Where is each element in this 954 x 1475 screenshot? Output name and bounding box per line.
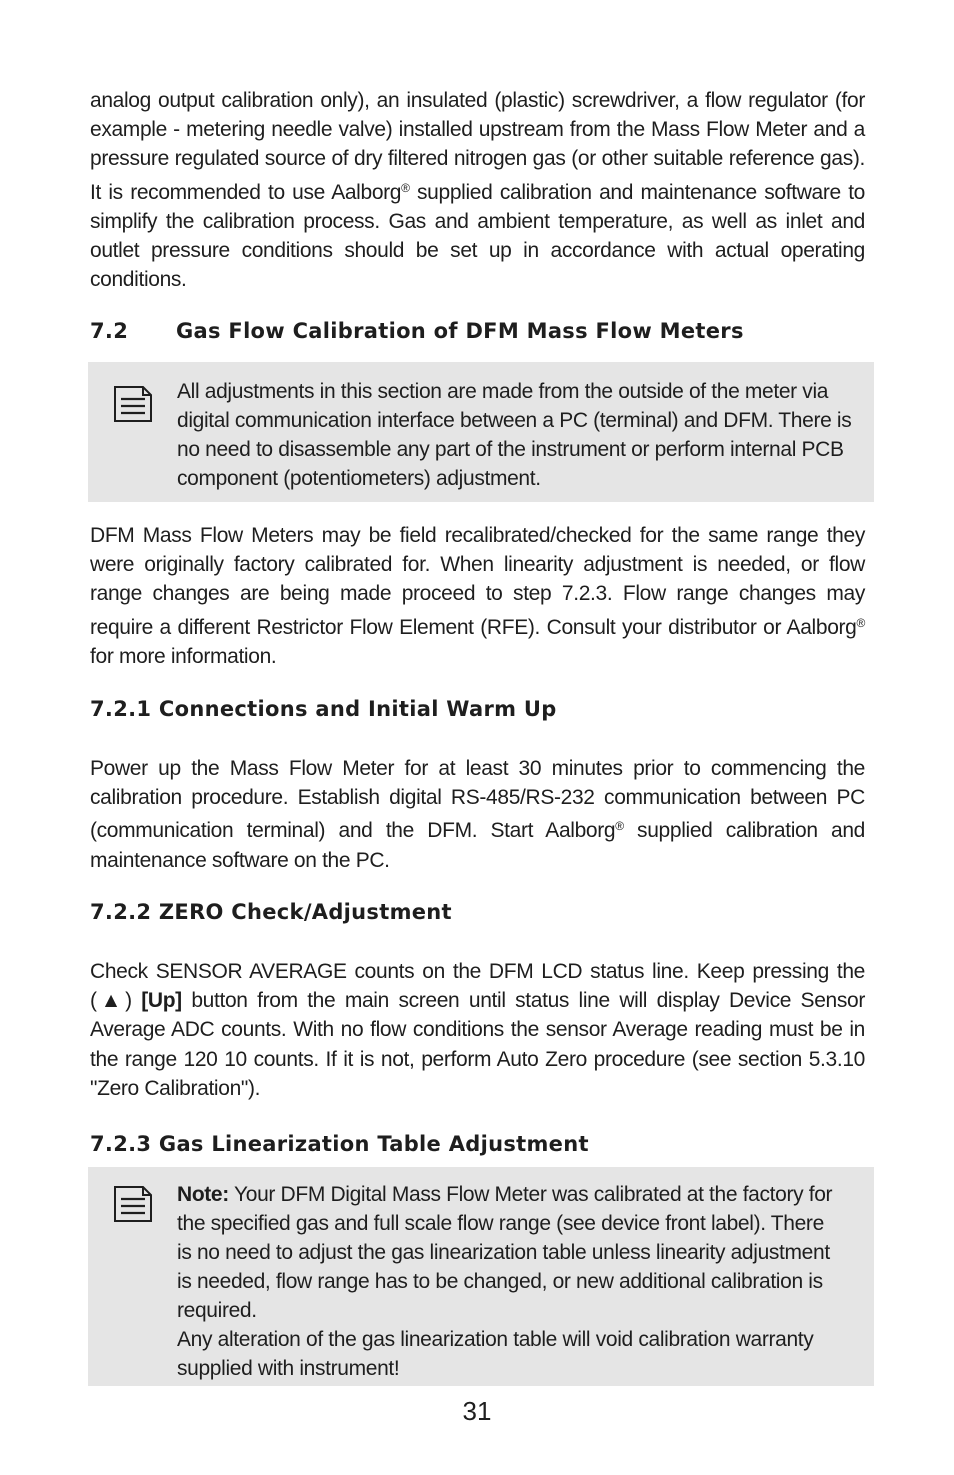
body-text-3: button from the main screen until status line will display Device Sensor Average ADC counts. With no flow conditions the sensor Average reading must be in the range 120 10 counts. If it is not, perform Auto Zero procedure (see section 5.3.10 "Zero Calibration"). — [90, 989, 865, 1100]
body-text-1: Power up the Mass Flow Meter for at least 30 minutes prior to commencing the calibration procedure. Establish digital RS-485/RS-232 communication between PC (communication terminal) and the DFM. Start Aalborg — [90, 757, 865, 843]
note-text-1: Your DFM Digital Mass Flow Meter was calibrated at the factory for the specified gas and full scale flow range (see device front label). There is no need to adjust the gas linearization table unless linearity adjustment is needed, flow range has to be changed, or new additional calibration is required. — [177, 1183, 833, 1322]
page-number: 31 — [462, 1396, 492, 1426]
note-box — [88, 362, 874, 502]
note-text: All adjustments in this section are made from the outside of the meter via digital communication interface between a PC (terminal) and DFM. There is no need to disassemble any part of the instrument or perform internal PCB component (potentiometers) adjustment. — [177, 380, 852, 490]
note-box — [88, 1167, 874, 1386]
up-arrow-icon: ▲ — [96, 989, 126, 1013]
up-button-label: [Up] — [141, 989, 182, 1013]
section-7-2-2-body — [90, 957, 865, 1103]
section-7-2-3-heading: 7.2.3 Gas Linearization Table Adjustment — [90, 1132, 589, 1156]
section-7-2-1-body — [90, 754, 865, 875]
note-paragraph — [177, 1180, 842, 1325]
section-7-2-1-heading: 7.2.1 Connections and Initial Warm Up — [90, 697, 557, 721]
section-title: Gas Flow Calibration of DFM Mass Flow Meters — [176, 319, 744, 343]
body-text-1: DFM Mass Flow Meters may be field recalibrated/checked for the same range they were originally factory calibrated for. When linearity adjustment is needed, or flow range changes are being made proceed to step 7.2.3. Flow range changes may require a different Restrictor Flow Element (RFE). Consult your distributor or Aalborg — [90, 524, 865, 639]
section-7-2-heading — [90, 319, 744, 343]
body-text-2: ) — [125, 989, 142, 1013]
note-document-icon — [114, 1186, 152, 1222]
registered-mark: ® — [401, 180, 410, 195]
registered-mark: ® — [615, 819, 624, 834]
body-text-2: supplied calibration and maintenance software on the PC. — [90, 819, 865, 872]
registered-mark: ® — [856, 615, 865, 630]
note-document-icon — [114, 386, 152, 422]
body-text-2: for more information. — [90, 644, 277, 668]
note-label: Note: — [177, 1183, 229, 1206]
intro-paragraph — [90, 86, 865, 294]
note-warning: Any alteration of the gas linearization table will void calibration warranty supplied with instrument! — [177, 1328, 814, 1380]
intro-text-1: analog output calibration only), an insulated (plastic) screwdriver, a flow regulator (for example - metering needle valve) installed upstream from the Mass Flow Meter and a pressure regulated source of dry filtered nitrogen gas (or other suitable reference gas). It is recommended to use Aalborg — [90, 89, 865, 204]
intro-text-2: supplied calibration and maintenance software to simplify the calibration process. Gas and ambient temperature, as well as inlet and outlet pressure conditions should be set up in accordance with actual operating conditions. — [90, 180, 866, 292]
section-7-2-2-heading: 7.2.2 ZERO Check/Adjustment — [90, 900, 452, 924]
body-text-1: Check SENSOR AVERAGE counts on the DFM LCD status line. Keep pressing the ( — [90, 960, 865, 1013]
section-7-2-body — [90, 521, 865, 671]
note-text — [177, 1180, 842, 1383]
section-number: 7.2 — [90, 319, 129, 343]
